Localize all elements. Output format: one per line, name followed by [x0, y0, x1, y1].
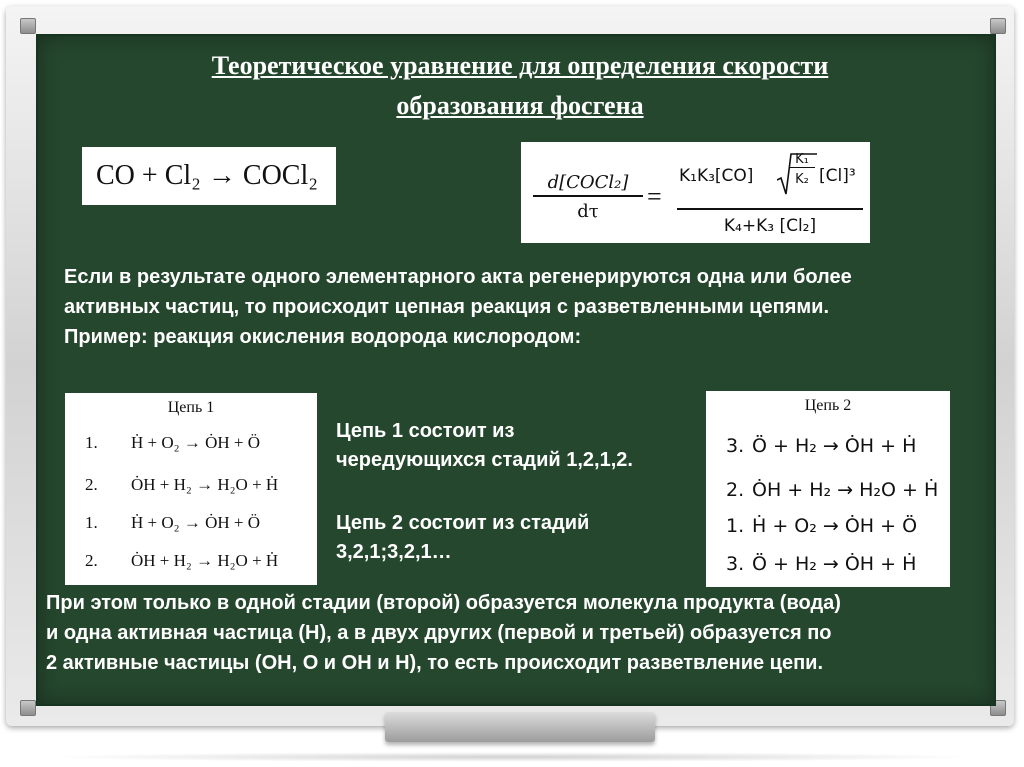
step-equation: Ḣ + O₂ → ȮH + Ö: [752, 515, 918, 537]
chain-2-description: [336, 509, 696, 567]
step-equation: ȮH + H₂ → H₂O + Ḣ: [131, 551, 279, 570]
rhs-numerator-left: K₁K₃[CO]: [679, 166, 754, 186]
paragraph-line: и одна активная частица (Н), а в двух других (первой и третьей) образуется по: [46, 622, 832, 644]
rate-equation-box: [521, 142, 870, 243]
slide-title: [70, 46, 970, 126]
step-equation: Ö + H₂ → ȮH + Ḣ: [752, 435, 917, 457]
rhs-numerator-right: [Cl]³: [819, 166, 856, 186]
step-equation: Ḣ + O₂ → ȮH + Ö: [131, 513, 260, 532]
paragraph-line: При этом только в одной стадии (второй) образуется молекула продукта (вода): [46, 592, 841, 614]
step-number: 3.: [726, 553, 745, 575]
description-line: Цепь 1 состоит из: [336, 420, 515, 442]
sqrt-numerator: K₁: [789, 152, 815, 168]
equals-sign: =: [647, 182, 662, 211]
frame-corner-clip: [20, 700, 36, 716]
description-line: 3,2,1;3,2,1…: [336, 541, 452, 563]
sqrt-denominator: K₂: [795, 172, 809, 187]
step-equation: Ö + H₂ → ȮH + Ḣ: [752, 553, 917, 575]
step-number: 3.: [726, 435, 745, 457]
paragraph-line: Пример: реакция окисления водорода кислородом:: [64, 326, 582, 348]
board-shadow: [40, 752, 984, 762]
step-number: 1.: [85, 433, 98, 452]
frame-corner-clip: [20, 18, 36, 34]
step-equation: ȮH + H₂ → H₂O + Ḣ: [752, 479, 939, 501]
chain-2-table: [706, 391, 950, 587]
paragraph-line: активных частиц, то происходит цепная реакция с разветвленными цепями.: [64, 296, 830, 318]
step-number: 2.: [726, 479, 745, 501]
step-equation: Ḣ + O₂ → ȮH + Ö: [131, 433, 260, 452]
description-line: Цепь 2 состоит из стадий: [336, 512, 590, 534]
description-line: чередующихся стадий 1,2,1,2.: [336, 449, 633, 471]
rate-rhs-denominator: K₄+K₃ [Cl₂]: [723, 216, 817, 236]
title-line-2: образования фосгена: [396, 91, 644, 120]
rate-rhs-fraction: [677, 152, 863, 236]
step-number: 1.: [726, 515, 745, 537]
rate-lhs-numerator: d[COCl₂]: [533, 172, 643, 197]
paragraph-line: 2 активные частицы (ОН, О и ОН и Н), то есть происходит разветвление цепи.: [46, 652, 824, 674]
step-equation: ȮH + H₂ → H₂O + Ḣ: [131, 475, 279, 494]
rate-lhs-fraction: [533, 172, 643, 222]
paragraph-line: Если в результате одного элементарного акта регенерируются одна или более: [64, 266, 852, 288]
step-number: 2.: [85, 475, 98, 494]
reaction-equation-box: [82, 147, 336, 205]
chain-1-title: Цепь 1: [167, 399, 215, 416]
rate-rhs-numerator: [677, 152, 863, 210]
step-number: 1.: [85, 513, 98, 532]
chain-branching-definition: [64, 262, 984, 352]
step-number: 2.: [85, 551, 98, 570]
marker-tray: [385, 712, 655, 742]
reaction-equation: CO + Cl₂ → COCl₂: [96, 160, 319, 191]
chain-2-title: Цепь 2: [804, 397, 852, 414]
chain-1-description: [336, 417, 696, 475]
frame-corner-clip: [990, 18, 1006, 34]
rate-lhs-denominator: dτ: [577, 201, 599, 222]
title-line-1: Теоретическое уравнение для определения скорости: [211, 51, 829, 80]
branching-explanation: [46, 588, 996, 678]
chain-1-table: [65, 393, 317, 585]
